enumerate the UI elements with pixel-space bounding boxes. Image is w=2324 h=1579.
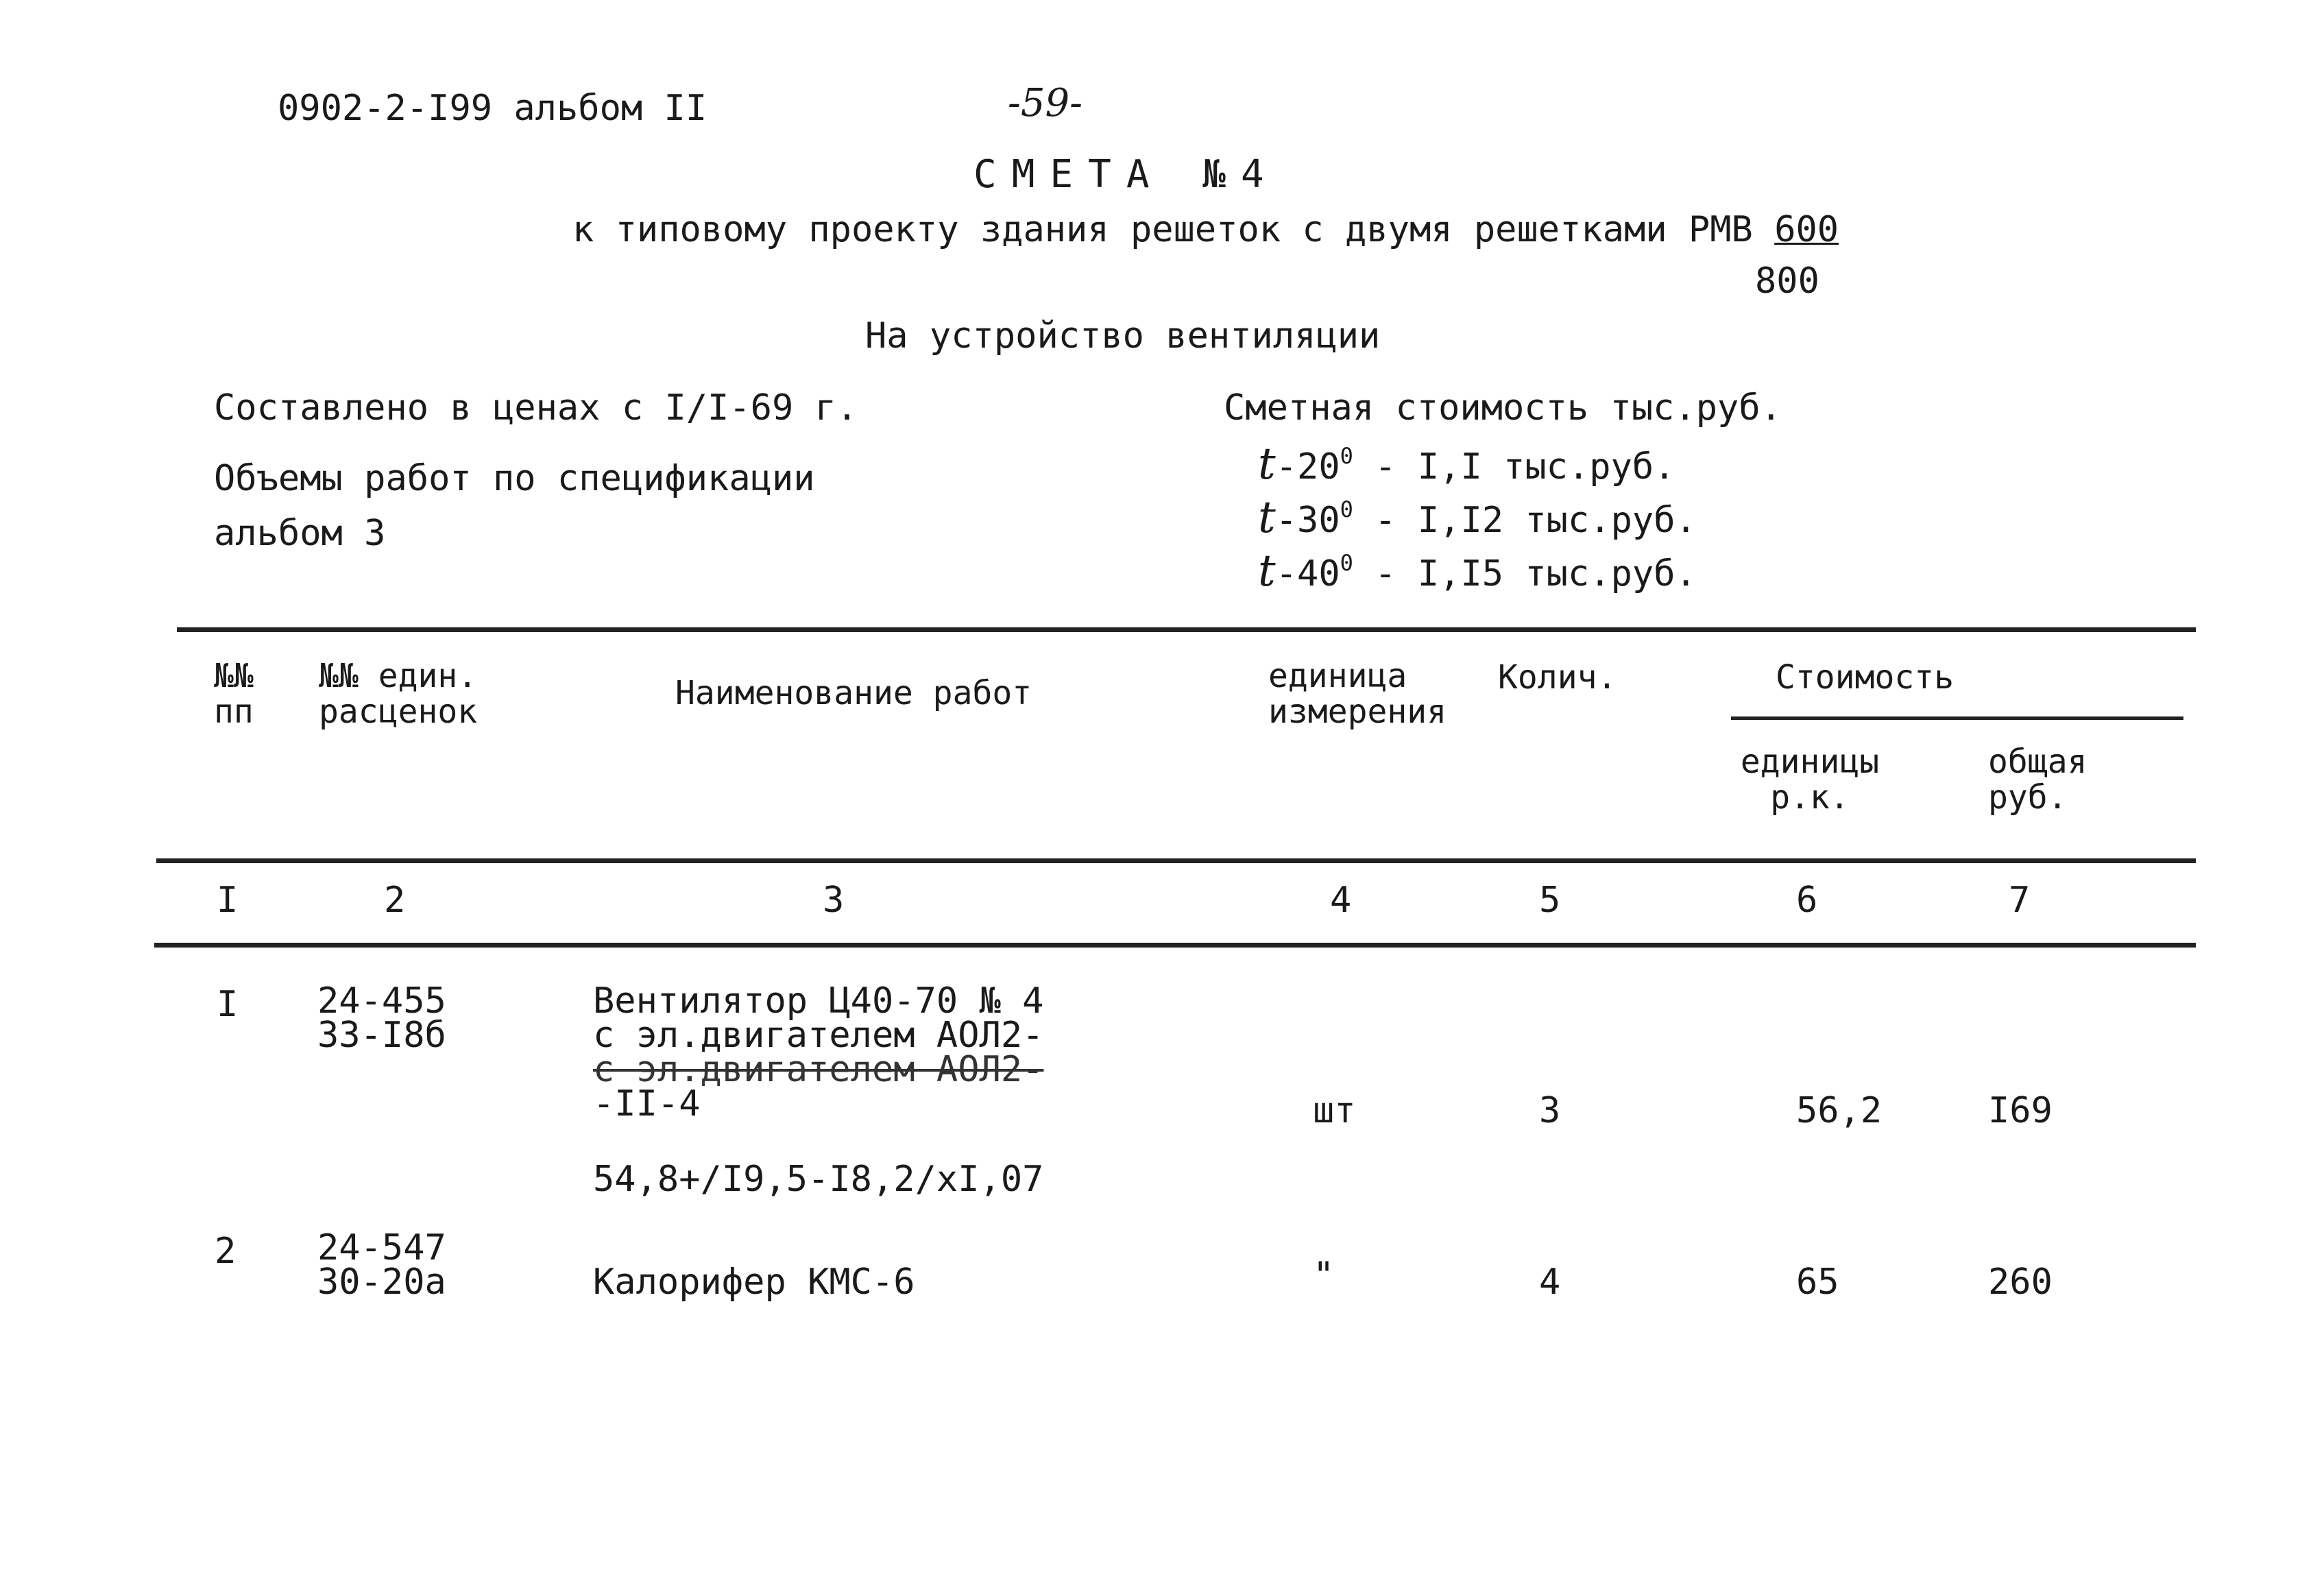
rate-code: 24-455 <box>317 980 446 1022</box>
total-cost: 260 <box>1988 1262 2053 1303</box>
prices-note: Составлено в ценах с I/I-69 г. <box>214 387 858 429</box>
rate-codes <box>317 1227 446 1303</box>
column-number: 3 <box>823 880 845 921</box>
volumes-note-line2: альбом 3 <box>214 513 386 554</box>
temp-symbol: t <box>1258 439 1276 490</box>
work-name-line: -II-4 <box>593 1083 701 1124</box>
column-numbers-rule <box>154 943 2196 948</box>
column-number: 5 <box>1539 880 1561 921</box>
column-number: 4 <box>1330 880 1352 921</box>
header-col7 <box>1988 744 2087 815</box>
subtitle-text: к типовому проекту здания решеток с двумя решетками РМВ <box>572 209 1753 250</box>
header-col2-line2: расценок <box>319 692 478 731</box>
header-col6-line2: р.к. <box>1770 778 1850 817</box>
page-number: -59- <box>1008 81 1083 125</box>
volumes-note-line1: Объемы работ по спецификации <box>214 458 815 499</box>
header-col5: Колич. <box>1498 658 1617 697</box>
temp-value: -30 <box>1275 500 1340 541</box>
rate-codes <box>317 980 446 1056</box>
quantity: 4 <box>1539 1262 1561 1303</box>
rmv-fraction-top: 600 <box>1774 209 1839 250</box>
unit-cost: 56,2 <box>1796 1090 1883 1131</box>
document-code: 0902-2-I99 альбом II <box>278 88 707 129</box>
header-col2-line1: №№ един. <box>319 657 478 695</box>
work-name: Калорифер КМС-6 <box>593 1262 915 1303</box>
temp-cost-row <box>1258 439 1675 490</box>
row-number: 2 <box>215 1231 237 1272</box>
unit: шт <box>1313 1090 1356 1131</box>
temp-cost: - I,I5 тыс.руб. <box>1375 553 1697 594</box>
calc-formula: 54,8+/I9,5-I8,2/xI,07 <box>593 1159 1044 1200</box>
temp-cost-row <box>1258 492 1697 543</box>
work-name-line: с эл.двигателем АОЛ2- <box>593 1015 1044 1056</box>
row-number: I <box>217 984 239 1025</box>
section-title: На устройство вентиляции <box>865 315 1381 357</box>
temp-cost: - I,I тыс.руб. <box>1375 446 1675 487</box>
cost-title: Сметная стоимость тыс.руб. <box>1224 387 1782 429</box>
cost-header-rule <box>1731 716 2183 720</box>
degree-mark: 0 <box>1340 496 1353 522</box>
work-name <box>593 980 1044 1124</box>
header-col1 <box>214 658 254 730</box>
header-col4-line1: единица <box>1268 657 1407 695</box>
column-number: 6 <box>1796 880 1818 921</box>
header-col4 <box>1268 658 1447 730</box>
total-cost: I69 <box>1988 1090 2053 1131</box>
temp-cost-row <box>1258 546 1697 596</box>
degree-mark: 0 <box>1340 443 1353 469</box>
unit: " <box>1313 1255 1335 1296</box>
rate-code: 30-20а <box>317 1262 446 1303</box>
subtitle <box>572 209 1839 250</box>
header-col1-line2: пп <box>214 692 254 731</box>
temp-value: -40 <box>1275 553 1340 594</box>
quantity: 3 <box>1539 1090 1561 1131</box>
header-col3: Наименование работ <box>675 674 1032 712</box>
header-cost: Стоимость <box>1776 658 1954 697</box>
temp-cost: - I,I2 тыс.руб. <box>1375 500 1697 541</box>
temp-symbol: t <box>1258 546 1276 596</box>
temp-value: -20 <box>1275 446 1340 487</box>
header-col7-line2: руб. <box>1988 778 2068 817</box>
rate-code: 24-547 <box>317 1227 446 1268</box>
header-col6 <box>1728 744 1892 815</box>
column-number: 2 <box>384 880 406 921</box>
header-col2 <box>319 658 477 730</box>
header-col1-line1: №№ <box>214 657 254 695</box>
temp-symbol: t <box>1258 492 1276 543</box>
work-name-line: Вентилятор Ц40-70 № 4 <box>593 980 1044 1022</box>
header-bottom-rule <box>156 858 2196 863</box>
page-title: СМЕТА №4 <box>973 152 1279 197</box>
column-number: I <box>217 880 239 921</box>
rate-code: 33-I8б <box>317 1015 446 1056</box>
header-col6-line1: единицы <box>1740 743 1880 781</box>
work-name-struck-line: с эл.двигателем АОЛ2- <box>593 1049 1044 1090</box>
rmv-fraction-bottom: 800 <box>1755 261 1819 302</box>
table-top-rule <box>177 627 2196 632</box>
header-col4-line2: измерения <box>1268 692 1447 731</box>
degree-mark: 0 <box>1340 550 1353 576</box>
header-col7-line1: общая <box>1988 743 2087 781</box>
unit-cost: 65 <box>1796 1262 1839 1303</box>
column-number: 7 <box>2009 880 2031 921</box>
